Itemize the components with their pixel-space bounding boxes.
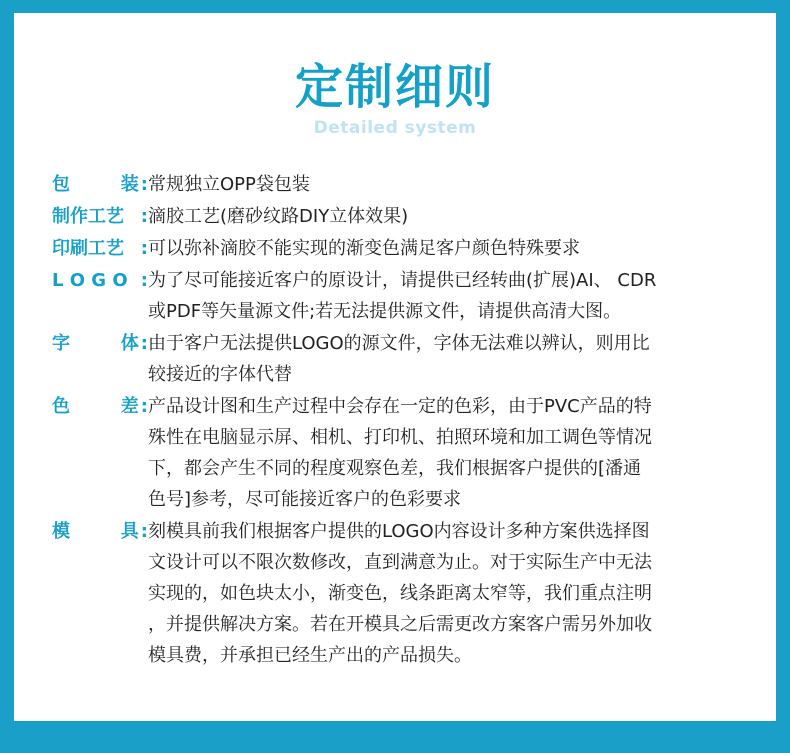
row-label	[52, 201, 148, 232]
label-left: 色	[52, 396, 70, 417]
row-content	[148, 201, 772, 232]
content-line: 常规独立OPP袋包装	[148, 174, 310, 195]
label-left: L O G O	[52, 270, 128, 291]
row-label	[52, 265, 148, 296]
content-line: 殊性在电脑显示屏、相机、打印机、拍照环境和加工调色等情况	[148, 427, 652, 448]
row-label	[52, 233, 148, 264]
detail-row-color-difference	[52, 391, 772, 515]
content-line: 由于客户无法提供LOGO的源文件，字体无法难以辨认，则用比	[148, 333, 650, 354]
detail-row-font	[52, 328, 772, 390]
row-label	[52, 516, 148, 547]
label-left: 制作工艺	[52, 206, 124, 227]
detail-list	[52, 169, 772, 672]
content-line: 为了尽可能接近客户的原设计，请提供已经转曲(扩展)AI、 CDR	[148, 270, 657, 291]
content-line: 较接近的字体代替	[148, 364, 292, 385]
content-line: 文设计可以不限次数修改，直到满意为止。对于实际生产中无法	[148, 552, 652, 573]
label-right: 体	[120, 333, 139, 354]
content-line: 或PDF等矢量源文件;若无法提供源文件，请提供高清大图。	[148, 301, 622, 322]
content-line: ，并提供解决方案。若在开模具之后需更改方案客户需另外加收	[148, 614, 652, 635]
label-colon: :	[140, 521, 148, 542]
page-subtitle: Detailed system	[313, 118, 477, 138]
content-line: 下，都会产生不同的程度观察色差，我们根据客户提供的[潘通	[148, 458, 642, 479]
label-right: 装	[120, 174, 139, 195]
label-right: 差	[120, 396, 139, 417]
row-content	[148, 328, 772, 390]
detail-row-craft	[52, 201, 772, 232]
content-line: 模具费，并承担已经生产出的产品损失。	[148, 645, 472, 666]
content-panel	[14, 13, 776, 721]
label-left: 包	[52, 174, 70, 195]
content-line: 刻模具前我们根据客户提供的LOGO内容设计多种方案供选择图	[148, 521, 650, 542]
label-left: 印刷工艺	[52, 238, 124, 259]
row-label	[52, 328, 148, 359]
content-line: 实现的，如色块太小，渐变色，线条距离太窄等，我们重点注明	[148, 583, 652, 604]
label-left: 字	[52, 333, 70, 354]
row-content	[148, 516, 772, 671]
row-content	[148, 233, 772, 264]
content-line: 色号]参考，尽可能接近客户的色彩要求	[148, 489, 462, 510]
row-label	[52, 391, 148, 422]
detail-row-logo	[52, 265, 772, 327]
label-colon: :	[140, 333, 148, 354]
label-left: 模	[52, 521, 70, 542]
label-right: 具	[120, 521, 139, 542]
content-line: 滴胶工艺(磨砂纹路DIY立体效果)	[148, 206, 409, 227]
detail-row-printing	[52, 233, 772, 264]
row-content	[148, 265, 772, 327]
label-colon: :	[140, 206, 148, 227]
label-colon: :	[140, 270, 148, 291]
detail-row-packaging	[52, 169, 772, 200]
row-label	[52, 169, 148, 200]
row-content	[148, 169, 772, 200]
row-content	[148, 391, 772, 515]
page-title: 定制细则	[294, 59, 495, 115]
content-line: 产品设计图和生产过程中会存在一定的色彩，由于PVC产品的特	[148, 396, 652, 417]
label-colon: :	[140, 238, 148, 259]
label-colon: :	[140, 396, 148, 417]
detail-row-mold	[52, 516, 772, 671]
label-colon: :	[140, 174, 148, 195]
content-line: 可以弥补滴胶不能实现的渐变色满足客户颜色特殊要求	[148, 238, 580, 259]
